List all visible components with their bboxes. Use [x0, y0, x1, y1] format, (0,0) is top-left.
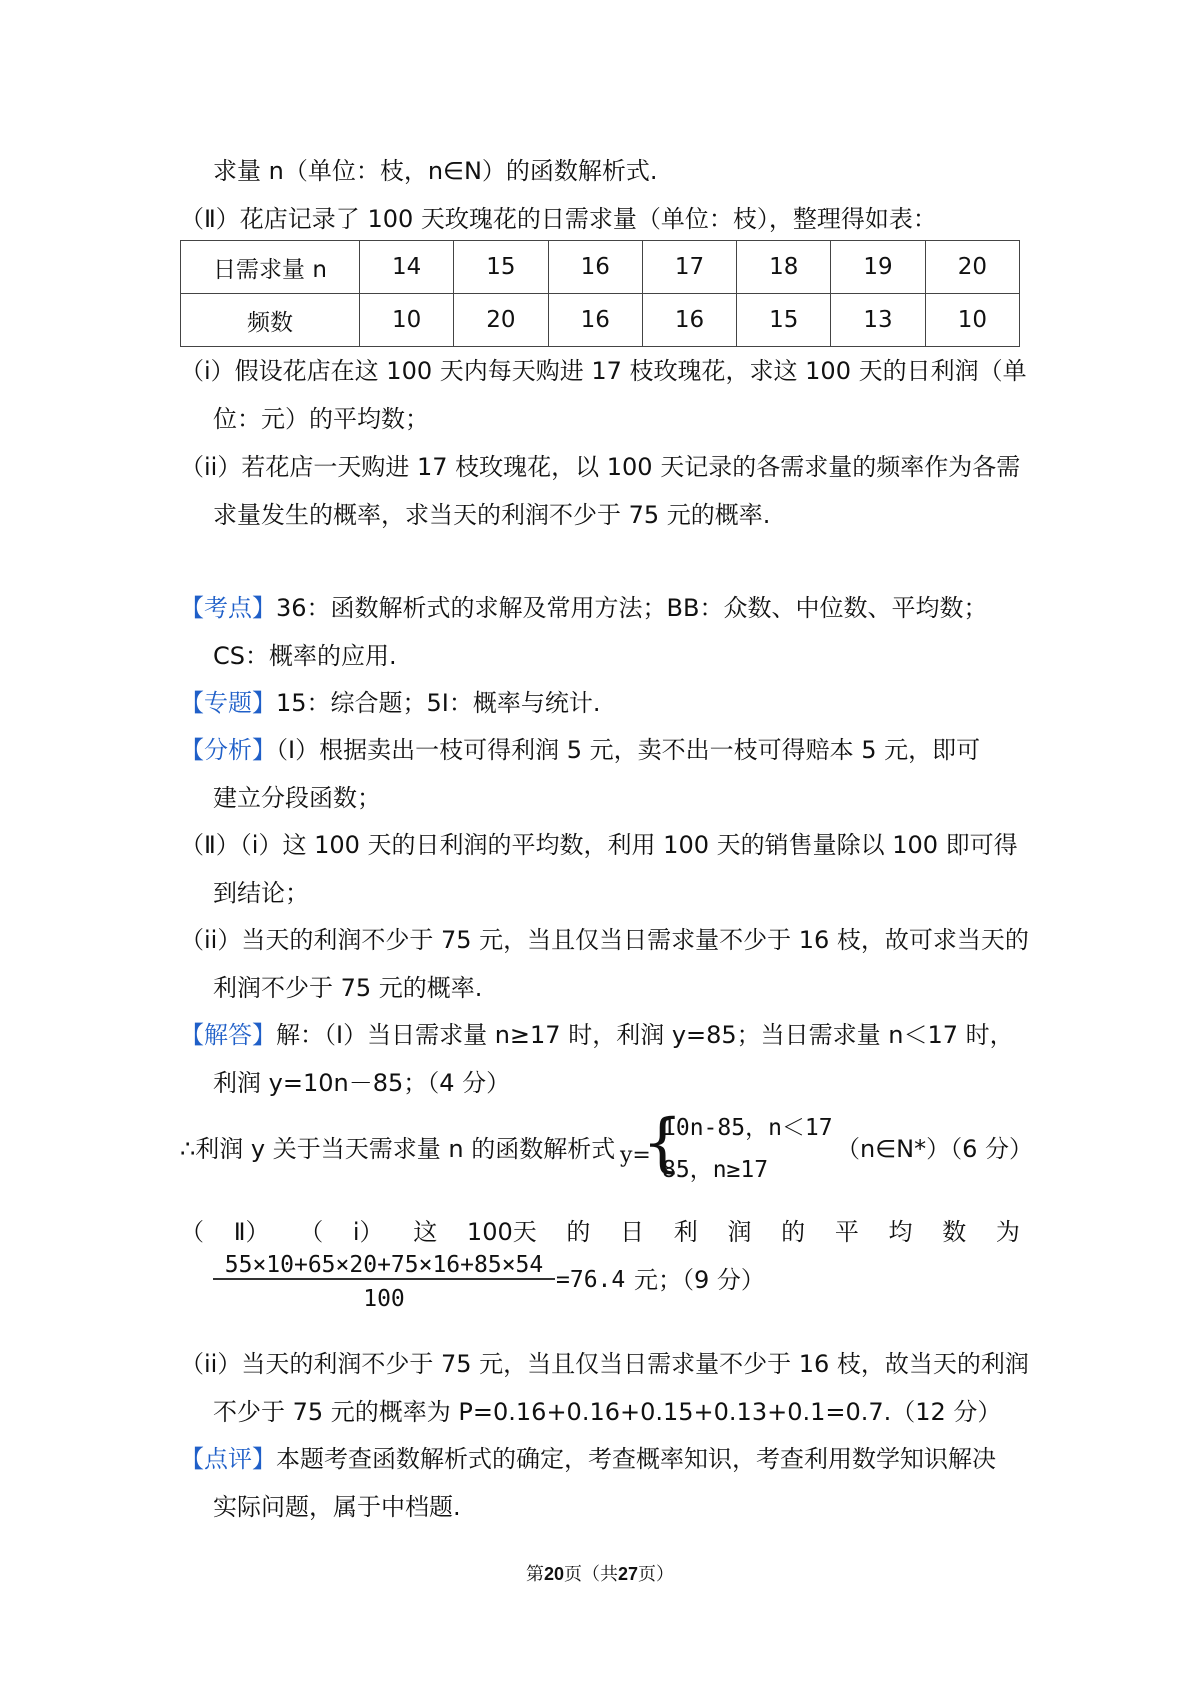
table-cell: 13 [831, 294, 925, 347]
jieda-function-intro: ∴利润 y 关于当天需求量 n 的函数解析式 [180, 1135, 616, 1163]
table-cell: 14 [360, 241, 454, 294]
page-footer [0, 1560, 1200, 1586]
jieda-function-suffix: （n∈N*）（6 分） [836, 1135, 1033, 1163]
piecewise-case-2: 85，n≥17 [662, 1157, 769, 1183]
question-ii: 求量发生的概率，求当天的利润不少于 75 元的概率. [213, 501, 771, 529]
word: 的 [566, 1218, 591, 1246]
fenxi-line [180, 734, 980, 766]
intro-line: （Ⅱ）花店记录了 100 天玫瑰花的日需求量（单位：枝），整理得如表： [180, 205, 937, 233]
table-cell: 18 [737, 241, 831, 294]
fenxi-line: 到结论； [213, 879, 309, 907]
question-i: 位：元）的平均数； [213, 405, 429, 433]
fraction-numerator: 55×10+65×20+75×16+85×54 [224, 1252, 544, 1278]
fraction-suffix: 元；（9 分） [634, 1266, 765, 1294]
piecewise-brace: { [642, 1106, 683, 1180]
question-ii: （ii）若花店一天购进 17 枝玫瑰花，以 100 天记录的各需求量的频率作为各需 [180, 453, 1021, 481]
jieda-text: 解：（Ⅰ）当日需求量 n≥17 时，利润 y=85；当日需求量 n＜17 时， [276, 1021, 1014, 1049]
fraction-denominator: 100 [363, 1286, 405, 1312]
piecewise-lhs: y= [620, 1143, 651, 1168]
table-cell: 16 [548, 241, 642, 294]
fenxi-line: （ii）当天的利润不少于 75 元，当且仅当日需求量不少于 16 枝，故可求当天的 [180, 926, 1029, 954]
word: i） [352, 1218, 384, 1246]
table-header-cell: 频数 [181, 294, 360, 347]
fenxi-tag: 【分析】 [180, 736, 276, 764]
word: 为 [995, 1218, 1020, 1246]
frequency-table [180, 240, 1020, 347]
jieda-justified-line [180, 1216, 1020, 1248]
jieda-line [180, 1019, 1014, 1051]
zhuanti-text: 15：综合题；5I：概率与统计. [276, 689, 601, 717]
table-cell: 20 [454, 294, 548, 347]
word: 数 [942, 1218, 967, 1246]
piecewise-case-1: 10n-85，n＜17 [662, 1115, 833, 1141]
fenxi-text: （Ⅰ）根据卖出一枝可得利润 5 元，卖不出一枝可得赔本 5 元，即可 [276, 736, 981, 764]
word: Ⅱ） [233, 1218, 270, 1246]
fenxi-line: （Ⅱ）（i）这 100 天的日利润的平均数，利用 100 天的销售量除以 100 即可得 [180, 831, 1018, 859]
footer-suffix: 页） [638, 1564, 675, 1585]
word: 均 [888, 1218, 913, 1246]
jieda-line: 不少于 75 元的概率为 P=0.16+0.16+0.15+0.13+0.1=0.7.（12 分） [213, 1398, 1002, 1426]
word: （ [180, 1218, 204, 1246]
word: （ [299, 1218, 324, 1246]
dianping-line: 实际问题，属于中档题. [213, 1493, 461, 1521]
word: 的 [781, 1218, 806, 1246]
table-row-frequency [181, 294, 1020, 347]
fraction-bar [213, 1278, 555, 1280]
table-cell: 15 [737, 294, 831, 347]
table-cell: 19 [831, 241, 925, 294]
table-cell: 15 [454, 241, 548, 294]
footer-prefix: 第 [525, 1564, 544, 1585]
dianping-tag: 【点评】 [180, 1445, 276, 1473]
dianping-line [180, 1443, 996, 1475]
kaodian-text: 36：函数解析式的求解及常用方法；BB：众数、中位数、平均数； [276, 594, 988, 622]
kaodian-line: CS：概率的应用. [213, 642, 397, 670]
word: 100天 [466, 1218, 537, 1246]
word: 日 [620, 1218, 645, 1246]
page-number: 20 [543, 1564, 564, 1584]
word: 利 [673, 1218, 698, 1246]
table-cell: 17 [642, 241, 736, 294]
table-cell: 20 [925, 241, 1019, 294]
jieda-line: （ii）当天的利润不少于 75 元，当且仅当日需求量不少于 16 枝，故当天的利润 [180, 1350, 1029, 1378]
dianping-text: 本题考查函数解析式的确定，考查概率知识，考查利用数学知识解决 [276, 1445, 996, 1473]
zhuanti-tag: 【专题】 [180, 689, 276, 717]
word: 润 [727, 1218, 752, 1246]
word: 平 [834, 1218, 859, 1246]
table-cell: 16 [642, 294, 736, 347]
footer-mid: 页（共 [564, 1564, 618, 1585]
intro-line: 求量 n（单位：枝，n∈N）的函数解析式. [213, 157, 658, 185]
page-total: 27 [618, 1564, 639, 1584]
jieda-tag: 【解答】 [180, 1021, 276, 1049]
fenxi-line: 利润不少于 75 元的概率. [213, 974, 483, 1002]
jieda-line: 利润 y=10n－85；（4 分） [213, 1069, 511, 1097]
table-cell: 16 [548, 294, 642, 347]
table-cell: 10 [360, 294, 454, 347]
kaodian-line [180, 592, 987, 624]
table-header-cell: 日需求量 n [181, 241, 360, 294]
table-row-demand [181, 241, 1020, 294]
fraction-result: =76.4 [556, 1267, 626, 1293]
word: 这 [413, 1218, 438, 1246]
table-cell: 10 [925, 294, 1019, 347]
question-i: （i）假设花店在这 100 天内每天购进 17 枝玫瑰花，求这 100 天的日利润（单 [180, 357, 1027, 385]
kaodian-tag: 【考点】 [180, 594, 276, 622]
fenxi-line: 建立分段函数； [213, 784, 381, 812]
zhuanti-line [180, 687, 601, 719]
